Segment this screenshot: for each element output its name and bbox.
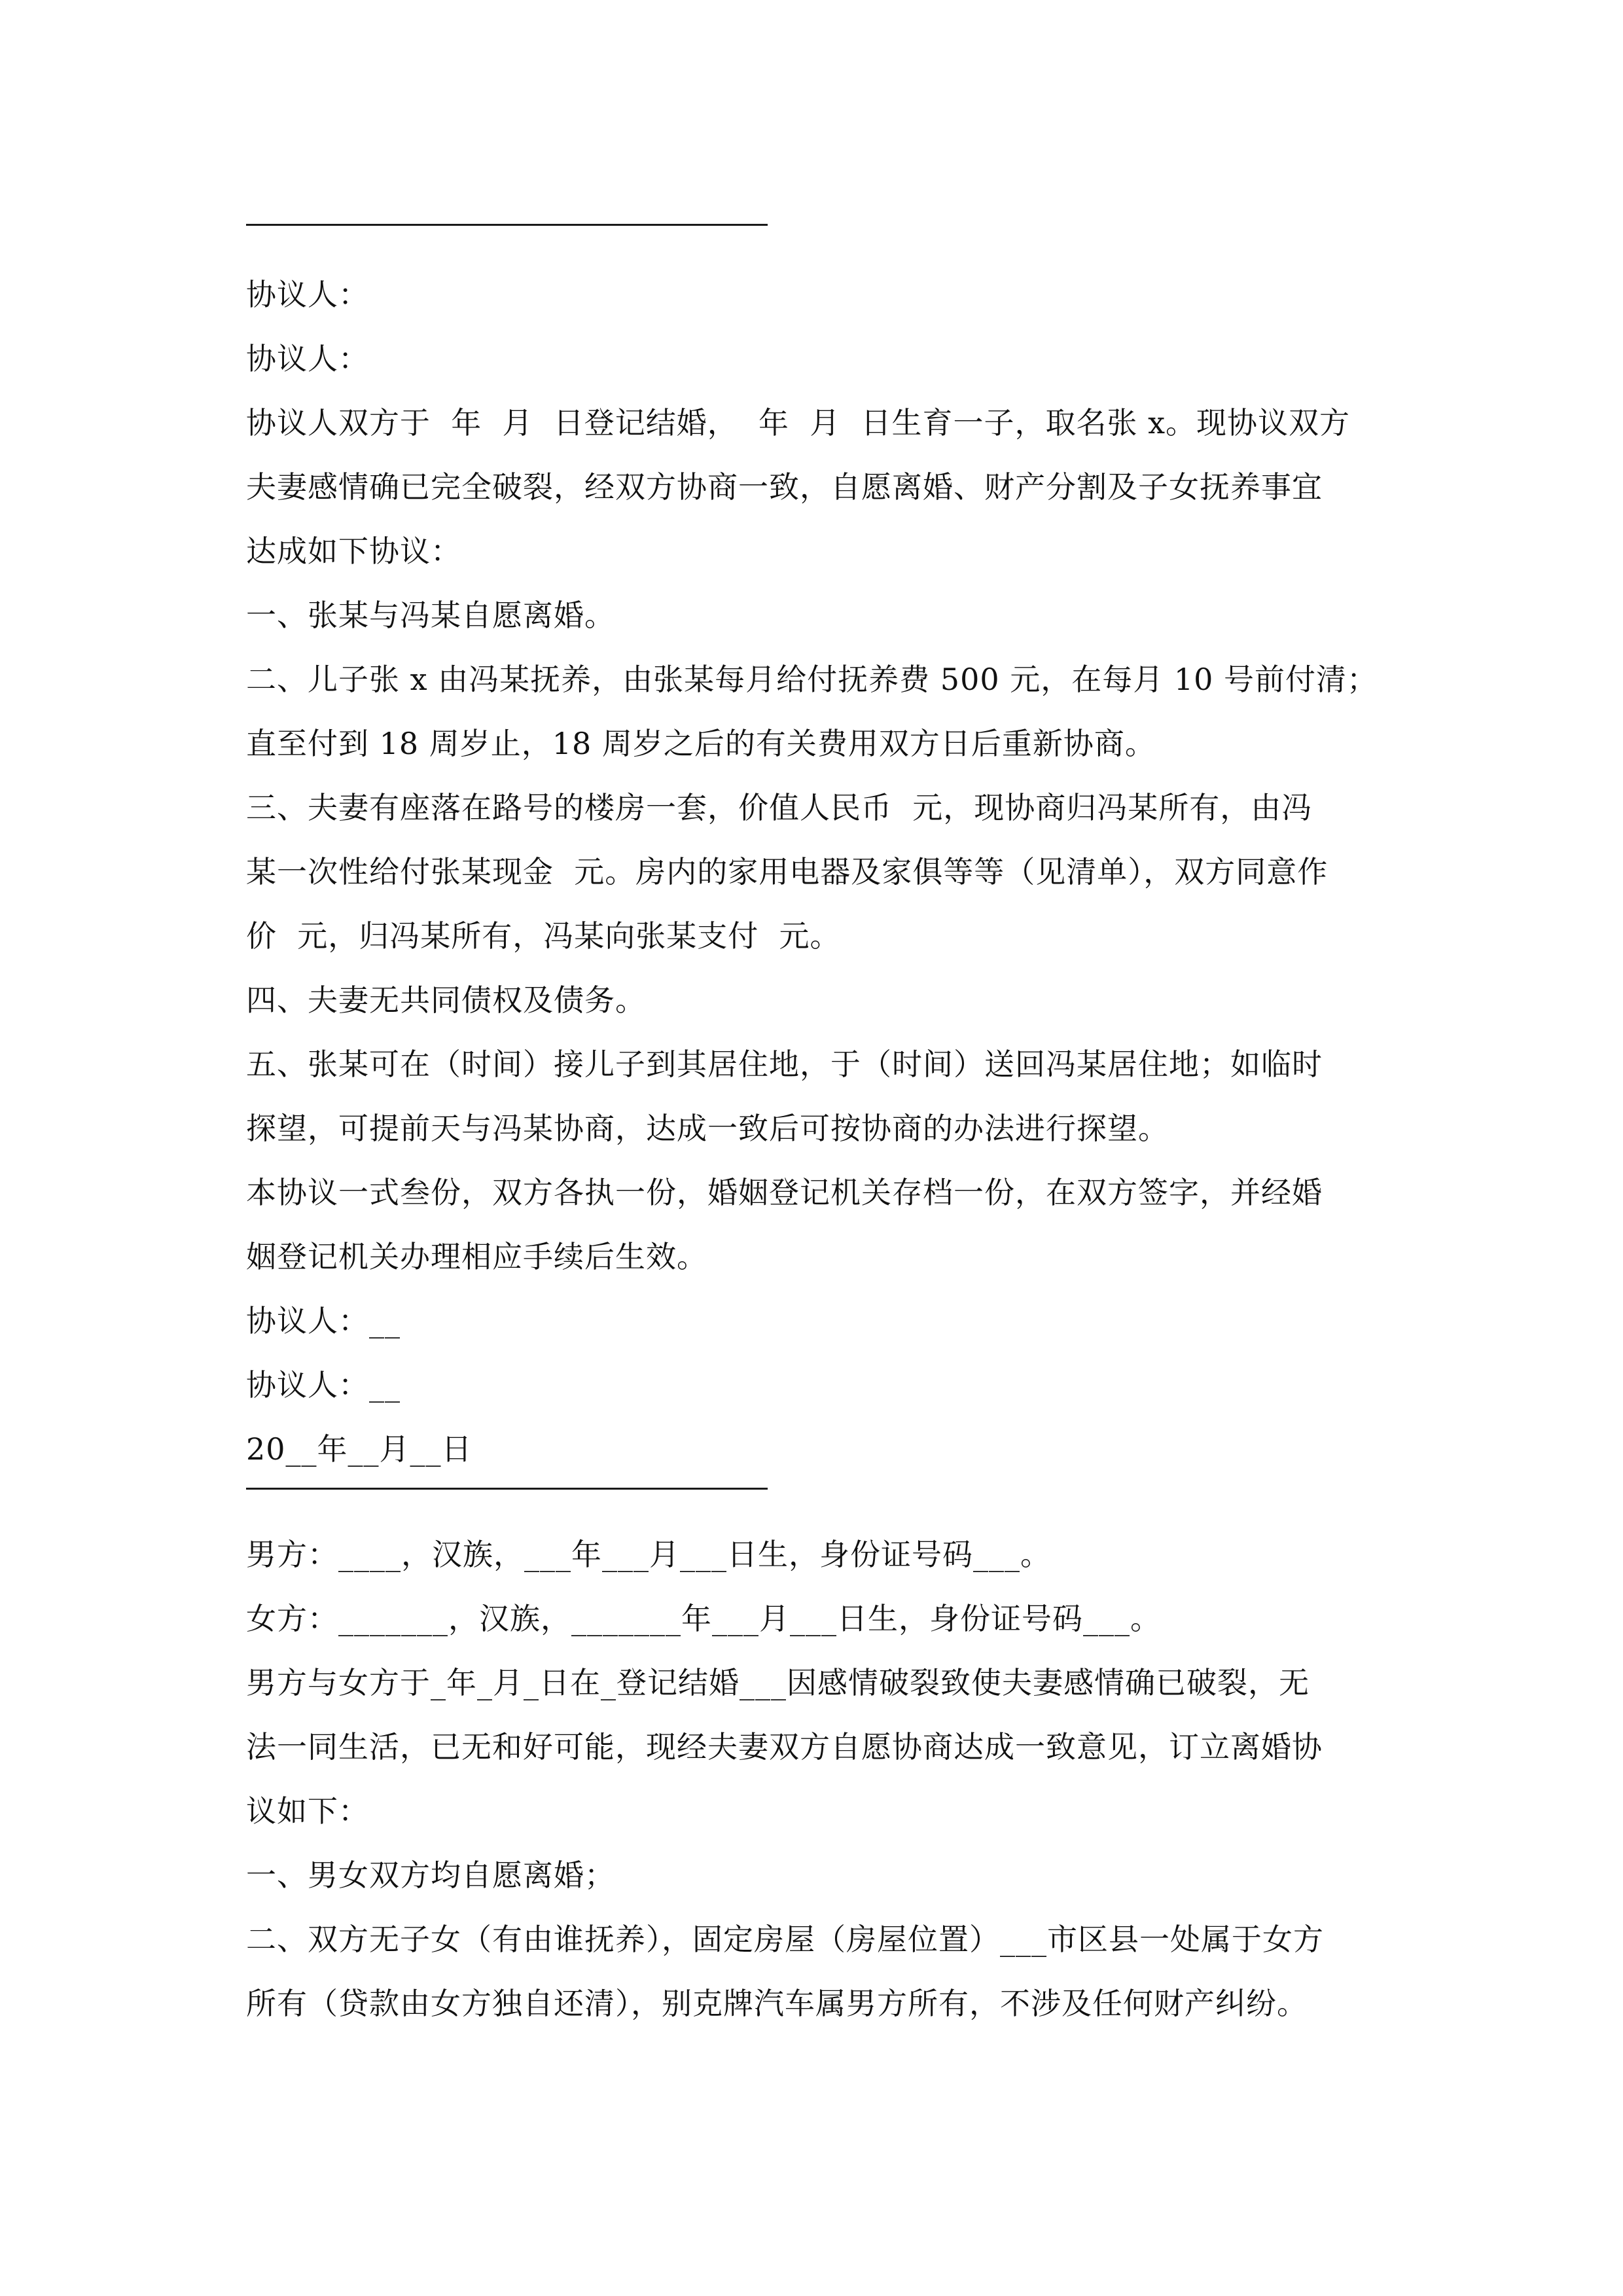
clause-2-line-2: 直至付到 18 周岁止，18 周岁之后的有关费用双方日后重新协商。 — [246, 726, 1156, 761]
clause-4: 四、夫妻无共同债权及债务。 — [246, 982, 646, 1018]
date-line: 20__年__月__日 — [246, 1431, 473, 1467]
party-line-2: 协议人： — [246, 341, 369, 376]
intro-paragraph-2-line-2: 法一同生活，已无和好可能，现经夫妻双方自愿协商达成一致意见，订立离婚协 — [246, 1729, 1323, 1765]
clause-1: 一、张某与冯某自愿离婚。 — [246, 598, 615, 633]
clause-3-line-2: 某一次性给付张某现金 元。房内的家用电器及家俱等等（见清单），双方同意作 — [246, 854, 1329, 889]
signature-line-1: 协议人：__ — [246, 1303, 401, 1338]
clause-2-2-line-1: 二、双方无子女（有由谁抚养），固定房屋（房屋位置）___市区县一处属于女方 — [246, 1922, 1324, 1957]
clause-5-line-1: 五、张某可在（时间）接儿子到其居住地，于（时间）送回冯某居住地；如临时 — [246, 1047, 1323, 1082]
male-party-line: 男方：____，汉族，___年___月___日生，身份证号码___。 — [246, 1537, 1051, 1572]
signature-line-2: 协议人：__ — [246, 1367, 401, 1403]
section-divider-middle — [246, 1488, 768, 1490]
closing-line-2: 姻登记机关办理相应手续后生效。 — [246, 1239, 707, 1274]
intro-paragraph-line-2: 夫妻感情确已完全破裂，经双方协商一致，自愿离婚、财产分割及子女抚养事宜 — [246, 469, 1323, 505]
clause-2-2-line-2: 所有（贷款由女方独自还清），别克牌汽车属男方所有，不涉及任何财产纠纷。 — [246, 1986, 1308, 2021]
agreement-section-1 — [246, 262, 1385, 1481]
clause-3-line-3: 价 元，归冯某所有，冯某向张某支付 元。 — [246, 918, 841, 954]
agreement-section-2 — [246, 1522, 1385, 2036]
female-party-line: 女方：_______，汉族，_______年___月___日生，身份证号码___。 — [246, 1601, 1161, 1636]
closing-line-1: 本协议一式叁份，双方各执一份，婚姻登记机关存档一份，在双方签字，并经婚 — [246, 1175, 1323, 1210]
document-body — [246, 208, 1385, 2036]
intro-paragraph-2-line-1: 男方与女方于_年_月_日在_登记结婚___因感情破裂致使夫妻感情确已破裂，无 — [246, 1665, 1310, 1700]
party-line-1: 协议人： — [246, 277, 369, 312]
intro-paragraph-line-3: 达成如下协议： — [246, 533, 461, 569]
clause-5-line-2: 探望，可提前天与冯某协商，达成一致后可按协商的办法进行探望。 — [246, 1111, 1169, 1146]
section-divider-top — [246, 224, 768, 226]
clause-2-line-1: 二、儿子张 x 由冯某抚养，由张某每月给付抚养费 500 元，在每月 10 号前付清； — [246, 662, 1378, 697]
clause-3-line-1: 三、夫妻有座落在路号的楼房一套，价值人民币 元，现协商归冯某所有，由冯 — [246, 790, 1313, 825]
clause-2-1: 一、男女双方均自愿离婚； — [246, 1857, 615, 1893]
intro-paragraph-line-1: 协议人双方于 年 月 日登记结婚， 年 月 日生育一子，取名张 x。现协议双方 — [246, 405, 1351, 440]
intro-paragraph-2-line-3: 议如下： — [246, 1793, 369, 1829]
